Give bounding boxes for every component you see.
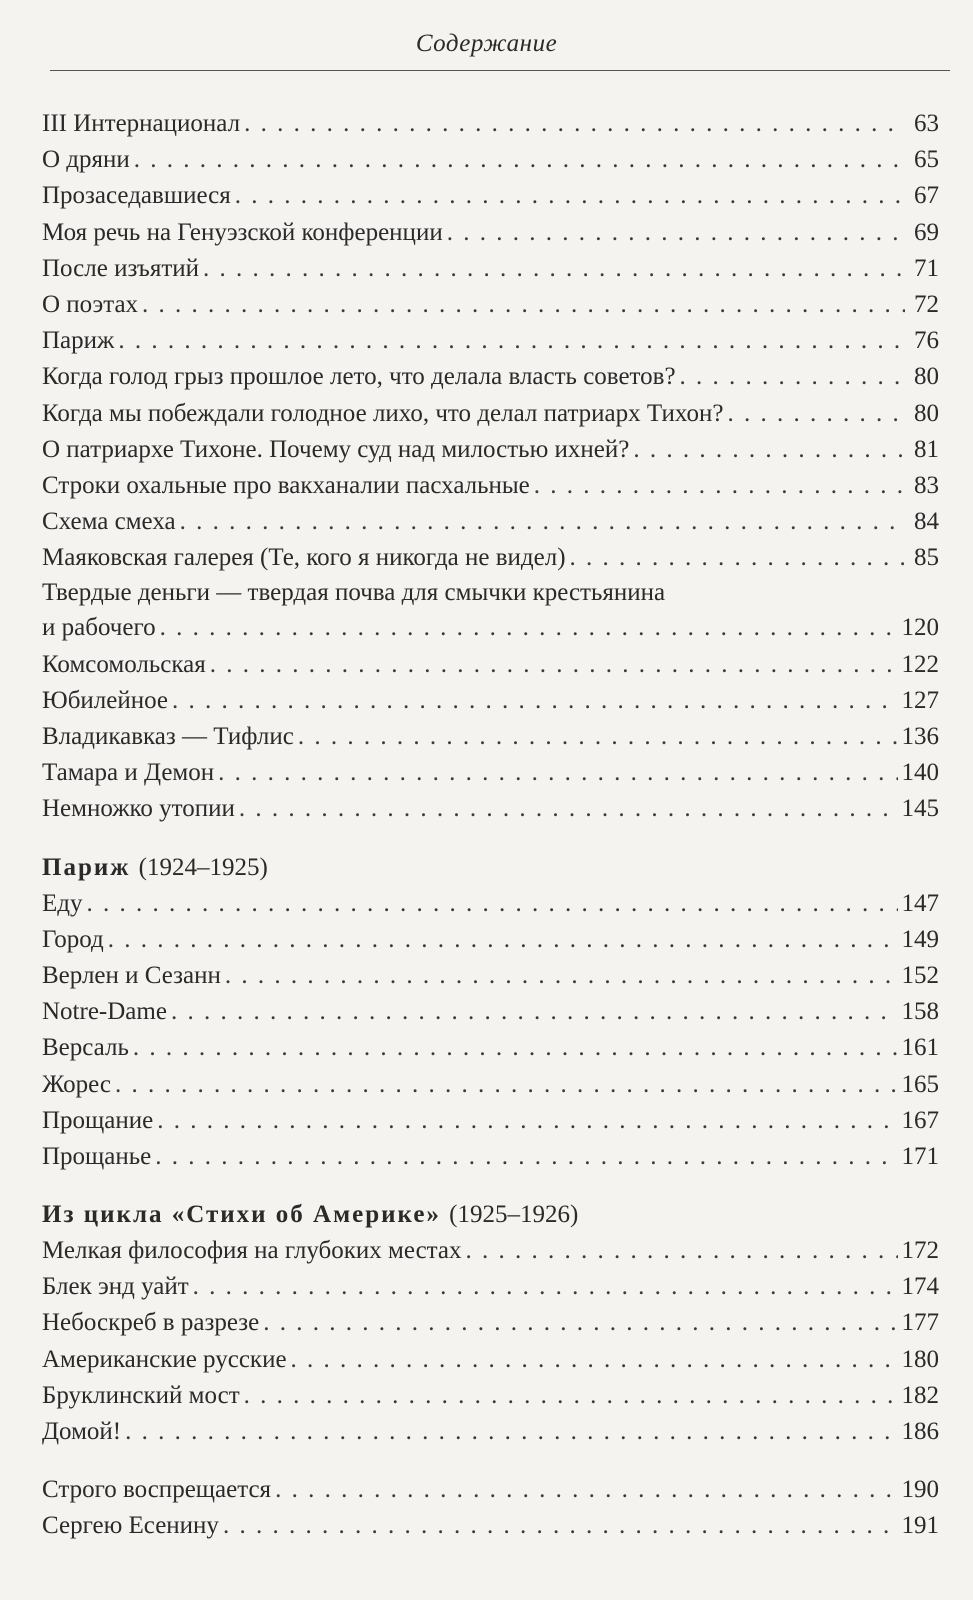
toc-page-number: 72 [914,290,939,318]
toc-entry-title: Версаль [42,1034,129,1062]
toc-entry [42,922,939,958]
toc-entry [42,683,939,719]
toc-page-number: 152 [901,961,939,989]
toc-page-number: 69 [914,218,939,246]
toc-entry [42,504,939,540]
toc-page-number: 182 [901,1381,939,1409]
toc-entry-title: Париж [42,327,115,355]
toc-page-number: 149 [901,925,939,953]
toc-entry [42,1414,939,1450]
toc-entry-title: Прощанье [42,1142,152,1170]
dot-leader [263,1305,897,1341]
toc-entry-title: О дряни [42,146,130,174]
toc-entry [42,142,939,178]
dot-leader [447,215,905,251]
dot-leader [244,106,905,142]
toc-entry-title: Небоскреб в разрезе [42,1309,260,1337]
dot-leader [115,1067,898,1103]
dot-leader [142,287,905,323]
toc-entry-title: Немножко утопии [42,795,235,823]
toc-entry [42,755,939,791]
toc-entry-multiline [42,576,939,646]
toc-entry [42,287,939,323]
toc-entry-title: Notre-Dame [42,998,167,1026]
toc-entry [42,1342,939,1378]
dot-leader [134,142,905,178]
toc-entry-title: Схема смеха [42,508,176,536]
toc-page-number: 171 [901,1142,939,1170]
dot-leader [180,504,905,540]
toc-entry-title: Жорес [42,1070,111,1098]
toc-page-number: 63 [914,110,939,137]
toc-page-number: 120 [901,614,939,642]
section-heading-years: (1925–1926) [449,1201,579,1229]
dot-leader [160,610,898,646]
toc-entry [42,215,939,251]
toc-entry [42,432,939,468]
toc-group-final [42,1472,939,1544]
toc-page-number: 76 [914,327,939,355]
dot-leader [157,1103,897,1139]
toc-entry-title: Комсомольская [42,650,206,678]
toc-entry-title: Когда голод грыз прошлое лето, что делала власть советов? [42,363,676,391]
dot-leader [193,1269,898,1305]
toc-entry [42,886,939,922]
section-heading-years: (1924–1925) [138,853,268,881]
dot-leader [275,1472,897,1508]
toc-entry-title: Прощание [42,1106,154,1134]
toc-entry-title: Маяковская галерея (Те, кого я никогда не видел) [42,544,566,572]
toc-group-main [42,106,939,576]
dot-leader [235,178,905,214]
toc-entry [42,106,939,142]
dot-leader [210,647,898,683]
toc-entry-title: После изъятий [42,254,200,282]
toc-group-paris [42,886,939,1176]
toc-entry-title: Город [42,925,104,953]
running-head: Содержание [415,30,558,57]
dot-leader [218,755,897,791]
toc-entry [42,396,939,432]
toc-entry [42,323,939,359]
dot-leader [108,922,898,958]
toc-entry-title: Еду [42,889,83,917]
dot-leader [172,683,897,719]
toc-entry [42,1508,939,1544]
dot-leader [155,1139,897,1175]
toc-page-number: 180 [901,1345,939,1373]
toc-entry-title: Юбилейное [42,686,169,714]
toc-entry-line2 [42,610,939,646]
toc-entry-title: Моя речь на Генуэзской конференции [42,218,443,246]
toc-entry [42,178,939,214]
toc-entry [42,359,939,395]
dot-leader [203,251,905,287]
toc-page-number: 158 [901,998,939,1026]
toc-entry [42,1103,939,1139]
toc-page-number: 186 [901,1418,939,1445]
dot-leader [633,432,905,468]
toc-page-number: 174 [901,1273,939,1301]
dot-leader [87,886,898,922]
toc-page-number: 65 [914,146,939,174]
toc-page-number: 83 [914,471,939,499]
toc-page-number: 80 [914,363,939,391]
dot-leader [534,468,905,504]
toc-entry [42,1269,939,1305]
section-heading-title: Париж [42,853,131,881]
toc-group-america [42,1233,939,1450]
section-heading-america [42,1197,939,1233]
toc-entry [42,791,939,827]
toc-entry-title: Блек энд уайт [42,1273,189,1301]
toc-page-number: 172 [901,1237,939,1265]
toc-entry [42,468,939,504]
toc-entry-title: О поэтах [42,290,139,318]
header-rule [50,70,950,71]
toc-entry [42,994,939,1030]
toc-entry [42,1378,939,1414]
toc-page-number: 136 [901,723,939,750]
toc-page-number: 165 [901,1070,939,1098]
toc-entry-title: Прозаседавшиеся [42,182,231,210]
dot-leader [225,958,898,994]
toc-entry-title: Когда мы побеждали голодное лихо, что делал патриарх Тихон? [42,399,724,427]
toc-page-number: 67 [914,182,939,210]
dot-leader [171,994,898,1030]
toc-page-number: 80 [914,399,939,427]
toc-page-number: 167 [901,1106,939,1134]
dot-leader [125,1414,897,1450]
toc-page-number: 191 [901,1512,939,1540]
toc-entry [42,1233,939,1269]
toc-entry [42,719,939,755]
section-heading-paris [42,850,939,886]
section-heading-title: Из цикла «Стихи об Америке» [42,1201,441,1229]
dot-leader [118,323,905,359]
dot-leader [298,719,898,755]
dot-leader [680,359,905,395]
dot-leader [239,791,898,827]
toc-page-number: 122 [901,650,939,678]
toc-entry [42,251,939,287]
toc-page-number: 84 [914,508,939,536]
toc-page-number: 177 [901,1309,939,1337]
toc-entry-title: Строки охальные про вакханалии пасхальные [42,471,530,499]
toc-entry-title: Домой! [42,1418,122,1445]
toc-entry-title: О патриархе Тихоне. Почему суд над милостью ихней? [42,435,630,463]
toc-entry [42,540,939,576]
dot-leader [466,1233,898,1269]
toc-page-number: 71 [914,254,939,282]
toc-entry [42,958,939,994]
toc-entry [42,1030,939,1066]
toc-entry-title: Бруклинский мост [42,1381,240,1409]
toc-entry-title: Владикавказ — Тифлис [42,723,294,750]
toc-page-number: 147 [901,889,939,917]
dot-leader [727,396,905,432]
toc-entry-title: Верлен и Сезанн [42,961,221,989]
toc-entry-title: Мелкая философия на глубоких местах [42,1237,462,1265]
dot-leader [570,540,905,576]
toc-entry-title: Сергею Есенину [42,1512,219,1540]
toc-entry-title: Тамара и Демон [42,759,215,787]
toc-page-number: 127 [901,686,939,714]
dot-leader [244,1378,898,1414]
toc-entry [42,1067,939,1103]
toc-group-main-tail [42,647,939,828]
toc-entry-title-line2: и рабочего [42,614,156,642]
toc-page-number: 161 [901,1034,939,1062]
toc-entry [42,1139,939,1175]
toc-page-number: 145 [901,795,939,823]
table-of-contents [42,106,939,1545]
dot-leader [291,1342,898,1378]
toc-page-number: 190 [901,1476,939,1504]
toc-entry [42,647,939,683]
toc-entry-title: III Интернационал [42,110,241,137]
toc-page-number: 140 [901,759,939,787]
toc-entry [42,1305,939,1341]
dot-leader [133,1030,898,1066]
toc-page-number: 85 [914,544,939,572]
toc-page-number: 81 [914,435,939,463]
toc-entry-title: Американские русские [42,1345,287,1373]
toc-entry [42,1472,939,1508]
toc-entry-title-line1: Твердые деньги — твердая почва для смычки крестьянина [42,579,666,607]
toc-entry-title: Строго воспрещается [42,1476,272,1504]
dot-leader [223,1508,898,1544]
section-gap [42,1450,939,1472]
